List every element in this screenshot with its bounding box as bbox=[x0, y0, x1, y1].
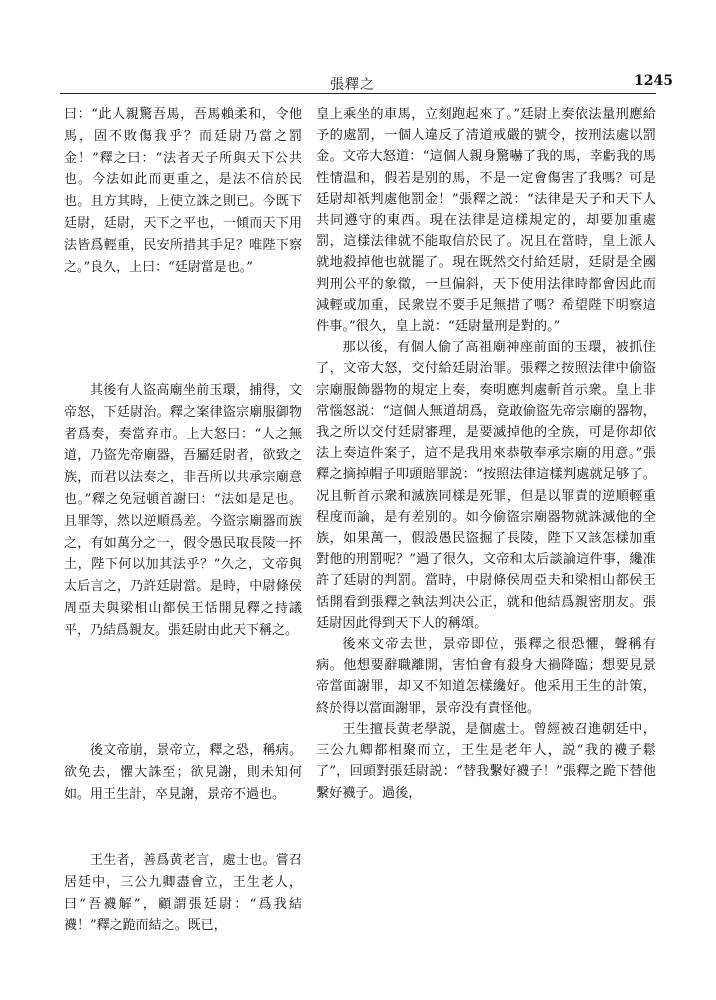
classical-paragraph-3: 後文帝崩，景帝立，釋之恐，稱病。欲免去，懼大誅至；欲見謝，則未知何如。用王生計，卒見謝，景帝不過也。 bbox=[64, 743, 302, 802]
running-header-title: 張釋之 bbox=[330, 77, 375, 93]
classical-paragraph-2: 其後有人盜高廟坐前玉環，捕得，文帝怒，下廷尉治。釋之案律盜宗廟服御物者爲奏，奏當弃市。上大怒曰：“人之無道，乃盜先帝廟器，吾屬廷尉者，欲致之族，而君以法奏之，非吾所以共承宗廟意也。”釋之免冠頓首謝曰：“法如是足也。且罪等，然以逆順爲差。今盜宗廟器而族之，有如萬分之一，假令愚民取長陵一抔土，陛下何以加其法乎？”久之，文帝與太后言之，乃許廷尉當。是時，中尉條侯周亞夫與梁相山都侯王恬開見釋之持議平，乃結爲親友。張廷尉由此天下稱之。 bbox=[64, 383, 302, 638]
header-divider bbox=[60, 93, 656, 94]
translation-paragraph-3: 後來文帝去世，景帝即位，張釋之很恐懼，聲稱有病。他想要辭職離開，害怕會有殺身大禍降臨；想要見景帝當面謝罪，却又不知道怎樣纔好。他采用王生的計策，終於得以當面謝罪，景帝没有責怪他。 bbox=[316, 637, 656, 716]
translation-paragraph-2: 那以後，有個人偷了高祖廟神座前面的玉環，被抓住了，文帝大怒，交付給廷尉治罪。張釋之按照法律中偷盜宗廟服飾器物的規定上奏，奏明應判處斬首示衆。皇上非常惱怒説：“這個人無道胡爲，竟敢偷盜先帝宗廟的器物，我之所以交付廷尉審理，是要滅掉他的全族，可是你却依法上奏這件案子，這不是我用來恭敬奉承宗廟的用意。”張釋之摘掉帽子叩頭賠罪説：“按照法律這樣判處就足够了。况且斬首示衆和滅族同樣是死罪，但是以罪責的逆順輕重程度而論，是有差别的。如今偷盜宗廟器物就誅滅他的全族，如果萬一，假設愚民盜掘了長陵，陛下又該怎樣加重對他的刑罰呢？”過了很久，文帝和太后談論這件事，纔准許了廷尉的判罰。當時，中尉條侯周亞夫和梁相山都侯王恬開看到張釋之執法判决公正，就和他結爲親密朋友。張廷尉因此得到天下人的稱頌。 bbox=[316, 340, 656, 631]
translation-paragraph-4: 王生擅長黄老學説，是個處士。曾經被召進朝廷中，三公九卿都相聚而立，王生是老年人，説“我的襪子鬆了”，回頭對張廷尉説：“替我繫好襪子！”張釋之跪下替他繫好襪子。過後， bbox=[316, 721, 656, 801]
classical-paragraph-4: 王生者，善爲黄老言，處士也。嘗召居廷中，三公九卿盡會立，王生老人，曰“吾襪解”，顧謂張廷尉：“爲我結襪！”釋之跪而結之。既已， bbox=[64, 853, 302, 934]
classical-paragraph-1: 曰：“此人親驚吾馬，吾馬賴柔和，令他馬，固不敗傷我乎？而廷尉乃當之罰金！”釋之曰：“法者天子所與天下公共也。今法如此而更重之，是法不信於民也。且方其時，上使立誅之則已。今既下廷尉，廷尉，天下之平也，一傾而天下用法皆爲輕重，民安所措其手足？唯陛下察之。”良久，上曰：“廷尉當是也。” bbox=[64, 107, 302, 275]
translation-column bbox=[316, 104, 656, 804]
page-number: 1245 bbox=[634, 73, 673, 89]
translation-paragraph-1: 皇上乘坐的車馬，立刻跑起來了。”廷尉上奏依法量刑應給予的處罰，一個人違反了清道戒嚴的號令，按刑法處以罰金。文帝大怒道：“這個人親身驚嚇了我的馬，幸虧我的馬性情温和，假若是别的馬，不是一定會傷害了我嗎？可是廷尉却祇判處他罰金！”張釋之説：“法律是天子和天下人共同遵守的東西。現在法律是這樣規定的，却要加重處罰，這樣法律就不能取信於民了。况且在當時，皇上派人就地殺掉他也就罷了。現在既然交付給廷尉，廷尉是全國判刑公平的象徵，一旦偏斜，天下使用法律時都會因此而減輕或加重，民衆豈不要手足無措了嗎？希望陛下明察這件事。”很久，皇上説：“廷尉量刑是對的。” bbox=[316, 107, 656, 335]
